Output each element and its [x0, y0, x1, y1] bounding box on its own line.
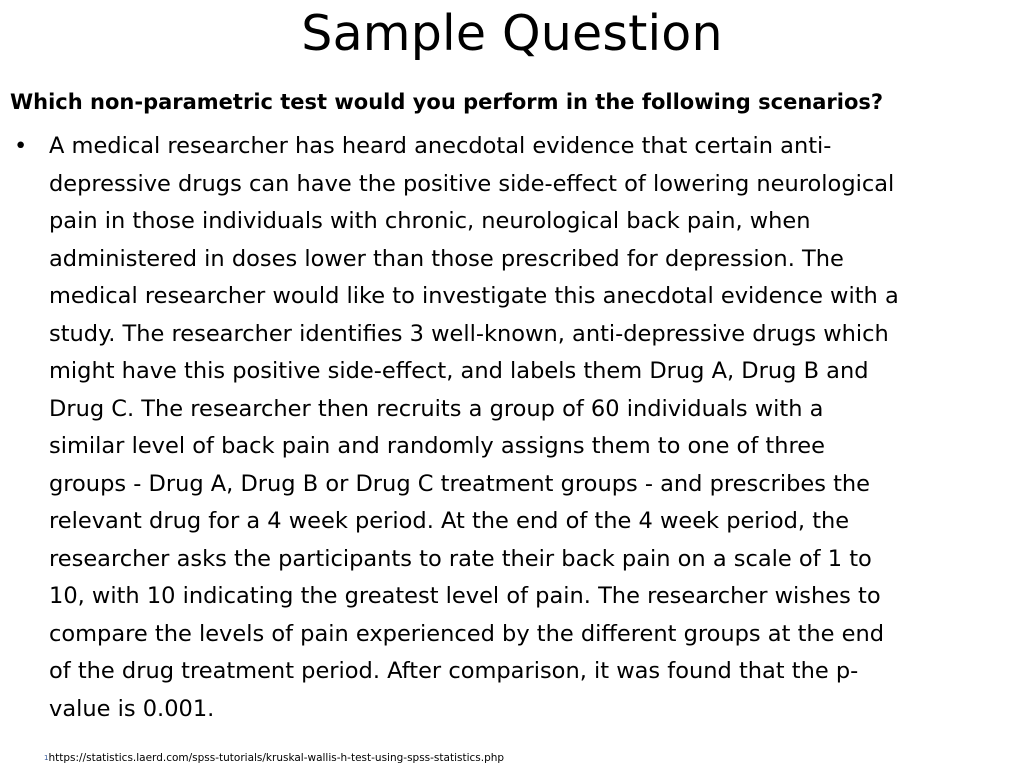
scenario-line: relevant drug for a 4 week period. At the end of the 4 week period, the [49, 508, 850, 534]
scenario-line: might have this positive side-effect, and labels them Drug A, Drug B and [49, 358, 869, 384]
scenario-line: value is 0.001. [49, 695, 215, 722]
question-heading: Which non-parametric test would you perform in the following scenarios? [10, 90, 884, 114]
footnote-marker: 1 [44, 754, 49, 762]
scenario-line: compare the levels of pain experienced by the different groups at the end [49, 620, 885, 647]
scenario-line: A medical researcher has heard anecdotal evidence that certain anti- [49, 133, 832, 159]
source-footnote [44, 751, 504, 765]
scenario-line: Drug C. The researcher then recruits a group of 60 individuals with a [49, 395, 824, 422]
scenario-line: administered in doses lower than those prescribed for depression. The [49, 245, 844, 272]
scenario-line: 10, with 10 indicating the greatest level of pain. The researcher wishes to [49, 583, 881, 609]
scenario-line: study. The researcher identifies 3 well-known, anti-depressive drugs which [49, 320, 889, 347]
bullet-icon: • [14, 133, 28, 159]
scenario-line: groups - Drug A, Drug B or Drug C treatment groups - and prescribes the [49, 470, 871, 497]
bullet-item [14, 128, 1014, 728]
scenario-line: researcher asks the participants to rate their back pain on a scale of 1 to [49, 545, 872, 572]
scenario-line: of the drug treatment period. After comparison, it was found that the p- [49, 658, 859, 684]
scenario-line: similar level of back pain and randomly assigns them to one of three [49, 433, 825, 459]
scenario-line: depressive drugs can have the positive side-effect of lowering neurological [49, 170, 895, 197]
scenario-line: pain in those individuals with chronic, neurological back pain, when [49, 208, 811, 234]
scenario-line: medical researcher would like to investigate this anecdotal evidence with a [49, 283, 899, 309]
source-url[interactable]: https://statistics.laerd.com/spss-tutorials/kruskal-wallis-h-test-using-spss-statistics.php [48, 752, 505, 764]
slide-title: Sample Question [301, 5, 723, 62]
bullet-list [14, 128, 1014, 728]
